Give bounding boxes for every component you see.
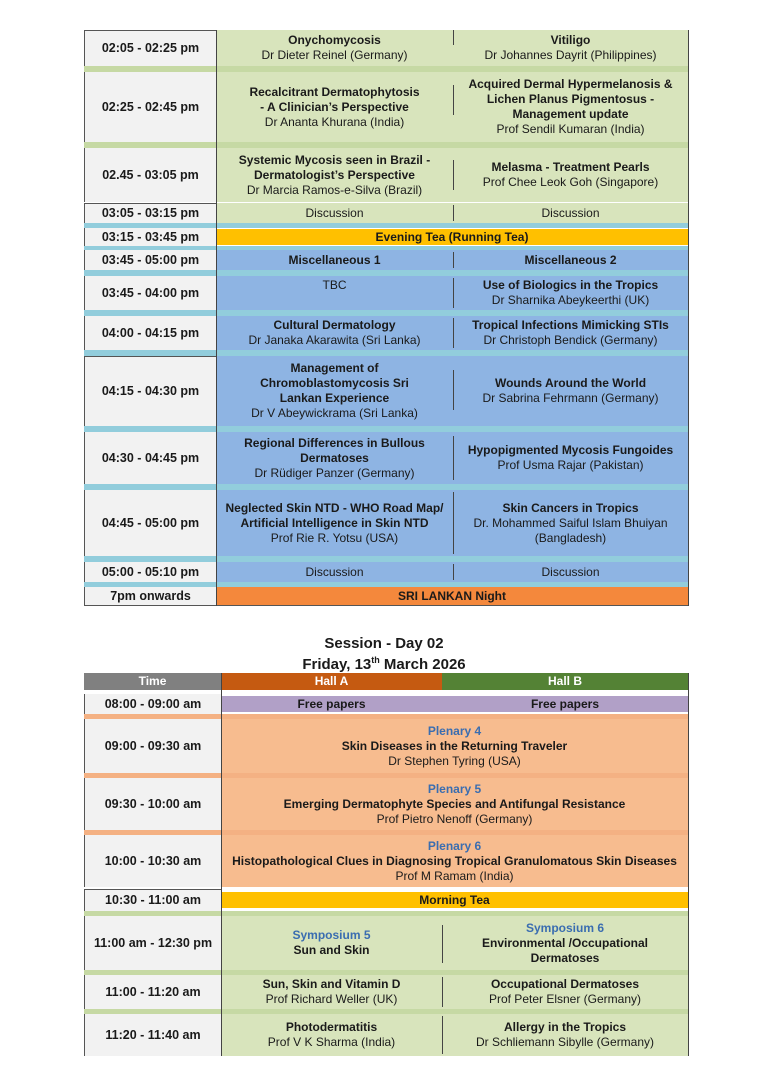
- symposium-6: Symposium 6 Environmental /Occupational Dermatoses: [442, 916, 688, 970]
- hall-a-header: Hall A: [221, 673, 442, 690]
- time-cell: 08:00 - 09:00 am: [84, 694, 221, 714]
- discussion-cell: Discussion: [453, 203, 688, 223]
- time-cell: 05:00 - 05:10 pm: [84, 562, 216, 582]
- time-cell: 04:00 - 04:15 pm: [84, 316, 216, 350]
- hall-a-session: Photodermatitis Prof V K Sharma (India): [221, 1014, 442, 1056]
- discussion-cell: Discussion: [216, 203, 453, 223]
- column-separator: [453, 85, 454, 115]
- time-cell: 04:30 - 04:45 pm: [84, 432, 216, 484]
- hall-b-header: Hall B: [442, 673, 688, 690]
- time-cell: 10:30 - 11:00 am: [84, 889, 221, 911]
- column-separator: [442, 925, 443, 963]
- column-separator: [453, 160, 454, 190]
- table-right-edge: [688, 673, 689, 1056]
- time-cell: 11:20 - 11:40 am: [84, 1014, 221, 1056]
- hall-a-session: Cultural Dermatology Dr Janaka Akarawita (Sri Lanka): [216, 316, 453, 350]
- time-cell: 04:15 - 04:30 pm: [84, 356, 216, 426]
- plenary-session: Plenary 5 Emerging Dermatophyte Species and Antifungal Resistance Prof Pietro Nenoff (Germany): [221, 778, 688, 830]
- time-cell: 03:15 - 03:45 pm: [84, 228, 216, 246]
- time-cell: 09:00 - 09:30 am: [84, 719, 221, 773]
- hall-b-session: Hypopigmented Mycosis Fungoides Prof Usma Rajar (Pakistan): [453, 432, 688, 484]
- hall-b-session: Allergy in the Tropics Dr Schliemann Sibylle (Germany): [442, 1014, 688, 1056]
- morning-tea-banner: Morning Tea: [221, 892, 688, 908]
- symposium-5: Symposium 5 Sun and Skin: [221, 916, 442, 970]
- column-separator: [453, 205, 454, 221]
- hall-b-session: Melasma - Treatment Pearls Prof Chee Leok Goh (Singapore): [453, 148, 688, 202]
- hall-a-session: TBC: [216, 276, 453, 310]
- hall-b-session: Acquired Dermal Hypermelanosis & Lichen Planus Pigmentosus - Management update Prof Sendil Kumaran (India): [453, 72, 688, 142]
- discussion-cell: Discussion: [216, 562, 453, 582]
- time-cell: 03:05 - 03:15 pm: [84, 203, 216, 223]
- hall-a-session: Management of Chromoblastomycosis Sri Lankan Experience Dr V Abeywickrama (Sri Lanka): [216, 356, 453, 426]
- column-separator: [453, 278, 454, 308]
- time-cell: 04:45 - 05:00 pm: [84, 490, 216, 556]
- misc-1-header: Miscellaneous 1: [216, 250, 453, 270]
- column-separator: [453, 252, 454, 268]
- time-cell: 11:00 - 11:20 am: [84, 975, 221, 1009]
- time-cell: 02:25 - 02:45 pm: [84, 72, 216, 142]
- evening-tea-banner: Evening Tea (Running Tea): [216, 229, 688, 245]
- column-separator: [221, 673, 222, 1056]
- session-date: Friday, 13th March 2026: [302, 655, 466, 673]
- column-separator: [453, 564, 454, 580]
- free-papers-b: Free papers: [442, 696, 688, 712]
- plenary-session: Plenary 6 Histopathological Clues in Diagnosing Tropical Granulomatous Skin Diseases Prof M Ramam (India): [221, 835, 688, 887]
- hall-b-session: Wounds Around the World Dr Sabrina Fehrmann (Germany): [453, 356, 688, 426]
- plenary-session: Plenary 4 Skin Diseases in the Returning Traveler Dr Stephen Tyring (USA): [221, 719, 688, 773]
- time-cell: 7pm onwards: [84, 587, 216, 606]
- hall-b-session: Skin Cancers in Tropics Dr. Mohammed Saiful Islam Bhuiyan (Bangladesh): [453, 490, 688, 556]
- time-cell: 02:05 - 02:25 pm: [84, 30, 216, 66]
- hall-a-session: Recalcitrant Dermatophytosis - A Clinician’s Perspective Dr Ananta Khurana (India): [216, 72, 453, 142]
- sri-lankan-night-banner: SRI LANKAN Night: [216, 587, 688, 606]
- hall-a-session: Systemic Mycosis seen in Brazil - Dermatologist’s Perspective Dr Marcia Ramos-e-Silva (Brazil): [216, 148, 453, 202]
- table-right-edge: [688, 30, 689, 606]
- hall-b-session: Tropical Infections Mimicking STIs Dr Christoph Bendick (Germany): [453, 316, 688, 350]
- session-title: Session - Day 02: [324, 635, 444, 652]
- misc-2-header: Miscellaneous 2: [453, 250, 688, 270]
- hall-b-session: Occupational Dermatoses Prof Peter Elsner (Germany): [442, 975, 688, 1009]
- column-separator: [453, 318, 454, 348]
- hall-a-session: Sun, Skin and Vitamin D Prof Richard Weller (UK): [221, 975, 442, 1009]
- column-separator: [453, 436, 454, 480]
- free-papers-a: Free papers: [221, 696, 442, 712]
- time-header: Time: [84, 673, 221, 690]
- hall-a-session: Neglected Skin NTD - WHO Road Map/ Artificial Intelligence in Skin NTD Prof Rie R. Yotsu (USA): [216, 490, 453, 556]
- time-cell: 09:30 - 10:00 am: [84, 778, 221, 830]
- hall-a-session: Regional Differences in Bullous Dermatoses Dr Rüdiger Panzer (Germany): [216, 432, 453, 484]
- time-cell: 10:00 - 10:30 am: [84, 835, 221, 887]
- time-cell: 03:45 - 04:00 pm: [84, 276, 216, 310]
- column-separator: [216, 30, 217, 606]
- hall-b-session: Vitiligo Dr Johannes Dayrit (Philippines): [453, 30, 688, 66]
- column-separator: [453, 492, 454, 554]
- discussion-cell: Discussion: [453, 562, 688, 582]
- time-cell: 03:45 - 05:00 pm: [84, 250, 216, 270]
- hall-b-session: Use of Biologics in the Tropics Dr Sharnika Abeykeerthi (UK): [453, 276, 688, 310]
- time-cell: 02.45 - 03:05 pm: [84, 148, 216, 202]
- column-separator: [442, 1016, 443, 1054]
- hall-a-session: Onychomycosis Dr Dieter Reinel (Germany): [216, 30, 453, 66]
- column-separator: [442, 977, 443, 1007]
- time-cell: 11:00 am - 12:30 pm: [84, 916, 221, 970]
- column-separator: [453, 30, 454, 45]
- column-separator: [453, 370, 454, 410]
